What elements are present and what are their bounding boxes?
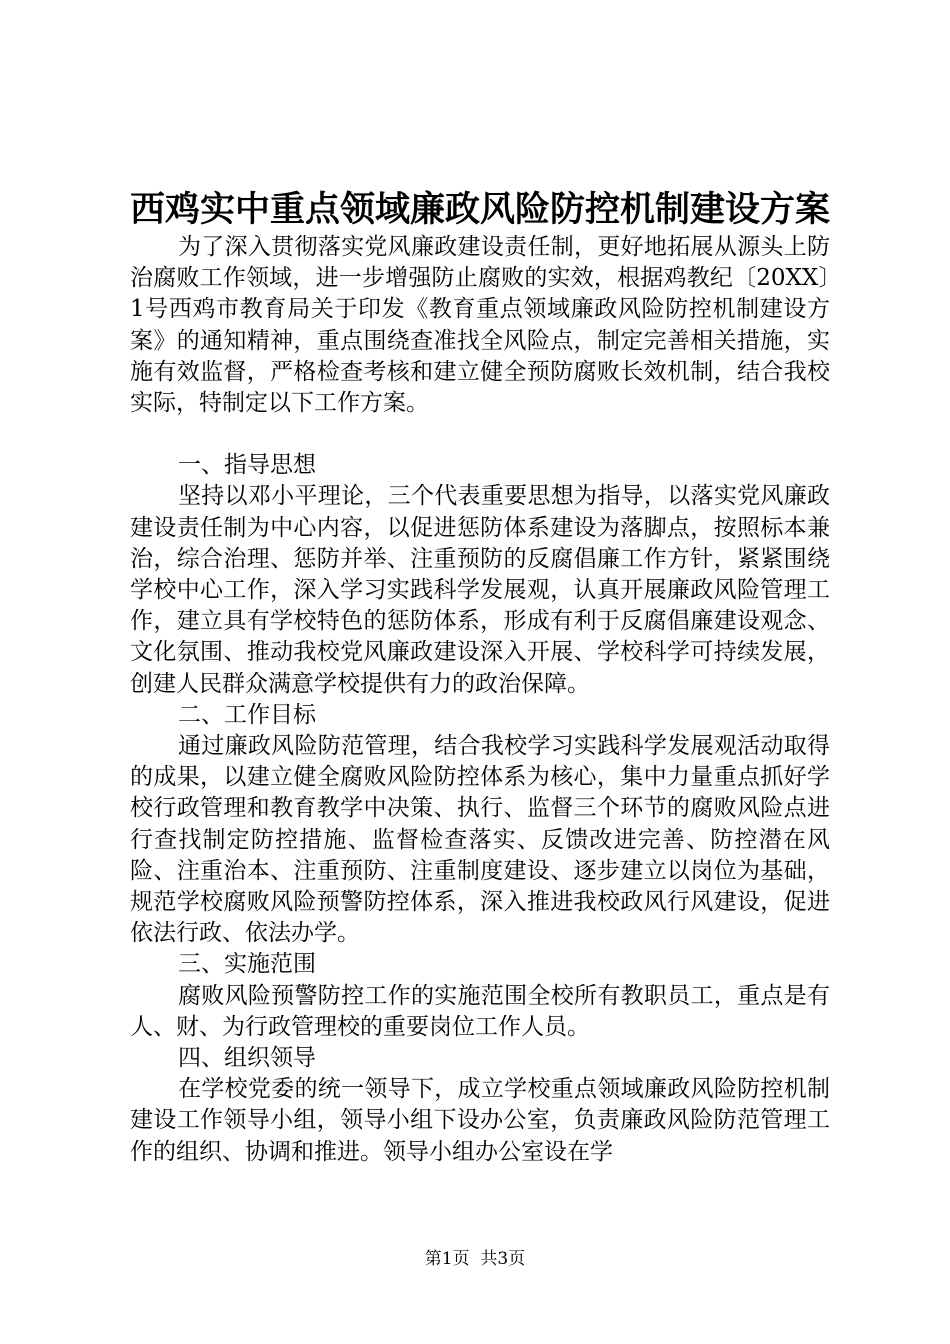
- section-heading-scope: 三、实施范围: [178, 951, 316, 978]
- intro-paragraph: 为了深入贯彻落实党风廉政建设责任制，更好地拓展从源头上防治腐败工作领域，进一步增强防止腐败的实效，根据鸡教纪〔20XX〕1号西鸡市教育局关于印发《教育重点领域廉政风险防控机制建设方案》的通知精神，重点围绕查准找全风险点，制定完善相关措施，实施有效监督，严格检查考核和建立健全预防腐败长效机制，结合我校实际，特制定以下工作方案。: [130, 234, 830, 417]
- section-heading-work-goals: 二、工作目标: [178, 701, 316, 728]
- page-number-footer: 第1页 共3页: [424, 1249, 526, 1269]
- document-body: [130, 232, 830, 1168]
- section-heading-guiding-ideology: 一、指导思想: [178, 452, 316, 479]
- section-heading-leadership: 四、组织领导: [178, 1045, 316, 1072]
- section-text-scope: 腐败风险预警防控工作的实施范围全校所有教职员工，重点是有人、财、为行政管理校的重要岗位工作人员。: [130, 982, 830, 1040]
- document-title: 西鸡实中重点领域廉政风险防控机制建设方案: [130, 189, 831, 230]
- section-text-guiding-ideology: 坚持以邓小平理论，三个代表重要思想为指导，以落实党风廉政建设责任制为中心内容，以促进惩防体系建设为落脚点，按照标本兼治，综合治理、惩防并举、注重预防的反腐倡廉工作方针，紧紧围绕学校中心工作，深入学习实践科学发展观，认真开展廉政风险管理工作，建立具有学校特色的惩防体系，形成有利于反腐倡廉建设观念、文化氛围、推动我校党风廉政建设深入开展、学校科学可持续发展，创建人民群众满意学校提供有力的政治保障。: [130, 483, 830, 697]
- section-text-work-goals: 通过廉政风险防范管理，结合我校学习实践科学发展观活动取得的成果，以建立健全腐败风险防控体系为核心，集中力量重点抓好学校行政管理和教育教学中决策、执行、监督三个环节的腐败风险点进行查找制定防控措施、监督检查落实、反馈改进完善、防控潜在风险、注重治本、注重预防、注重制度建设、逐步建立以岗位为基础，规范学校腐败风险预警防控体系，深入推进我校政风行风建设，促进依法行政、依法办学。: [130, 733, 830, 947]
- paragraph-spacer: [130, 419, 830, 450]
- section-text-leadership: 在学校党委的统一领导下，成立学校重点领域廉政风险防控机制建设工作领导小组，领导小组下设办公室，负责廉政风险防范管理工作的组织、协调和推进。领导小组办公室设在学: [130, 1076, 830, 1165]
